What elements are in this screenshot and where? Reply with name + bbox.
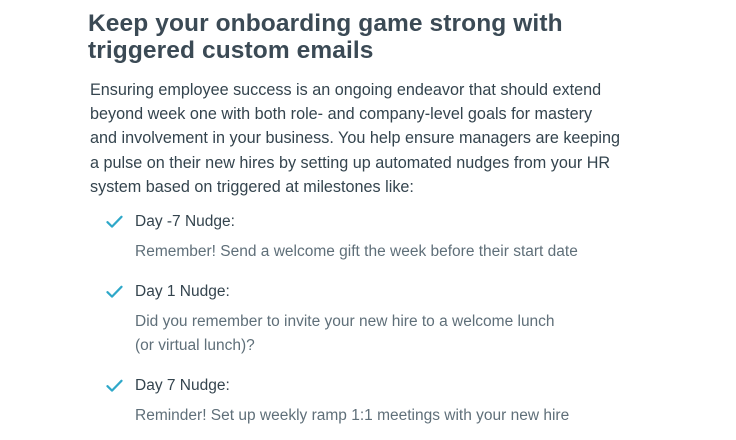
nudge-description-line: (or virtual lunch)? [135, 337, 255, 355]
intro-line: Ensuring employee success is an ongoing endeavor that should extend [90, 81, 602, 99]
intro-line: system based on triggered at milestones like: [90, 177, 414, 196]
checkmark-icon [106, 379, 123, 393]
checkmark-icon [106, 285, 123, 299]
nudge-description [135, 310, 676, 358]
intro-line: beyond week one with both role- and company-level goals for mastery [90, 105, 593, 124]
nudge-description-line: Remember! Send a welcome gift the week before their start date [135, 243, 578, 261]
intro-line: and involvement in your business. You help ensure managers are keeping [90, 129, 621, 148]
nudge-description [135, 240, 676, 264]
nudge-list [88, 211, 676, 428]
intro-paragraph [90, 78, 676, 199]
nudge-description [135, 404, 676, 428]
nudge-description-line: Reminder! Set up weekly ramp 1:1 meetings with your new hire [135, 407, 570, 425]
heading-line-1: Keep your onboarding game strong with [88, 10, 563, 37]
page-heading [88, 10, 676, 64]
nudge-description-line: Did you remember to invite your new hire to a welcome lunch [135, 313, 555, 331]
nudge-title: Day 1 Nudge: [135, 283, 230, 301]
nudge-title: Day -7 Nudge: [135, 213, 235, 231]
intro-line: a pulse on their new hires by setting up automated nudges from your HR [90, 153, 611, 172]
heading-line-2: triggered custom emails [88, 37, 374, 64]
checkmark-icon [106, 215, 123, 229]
nudge-item-day-minus-7 [88, 211, 676, 264]
nudge-item-day-7 [88, 375, 676, 428]
nudge-title: Day 7 Nudge: [135, 377, 230, 395]
nudge-item-day-1 [88, 281, 676, 358]
